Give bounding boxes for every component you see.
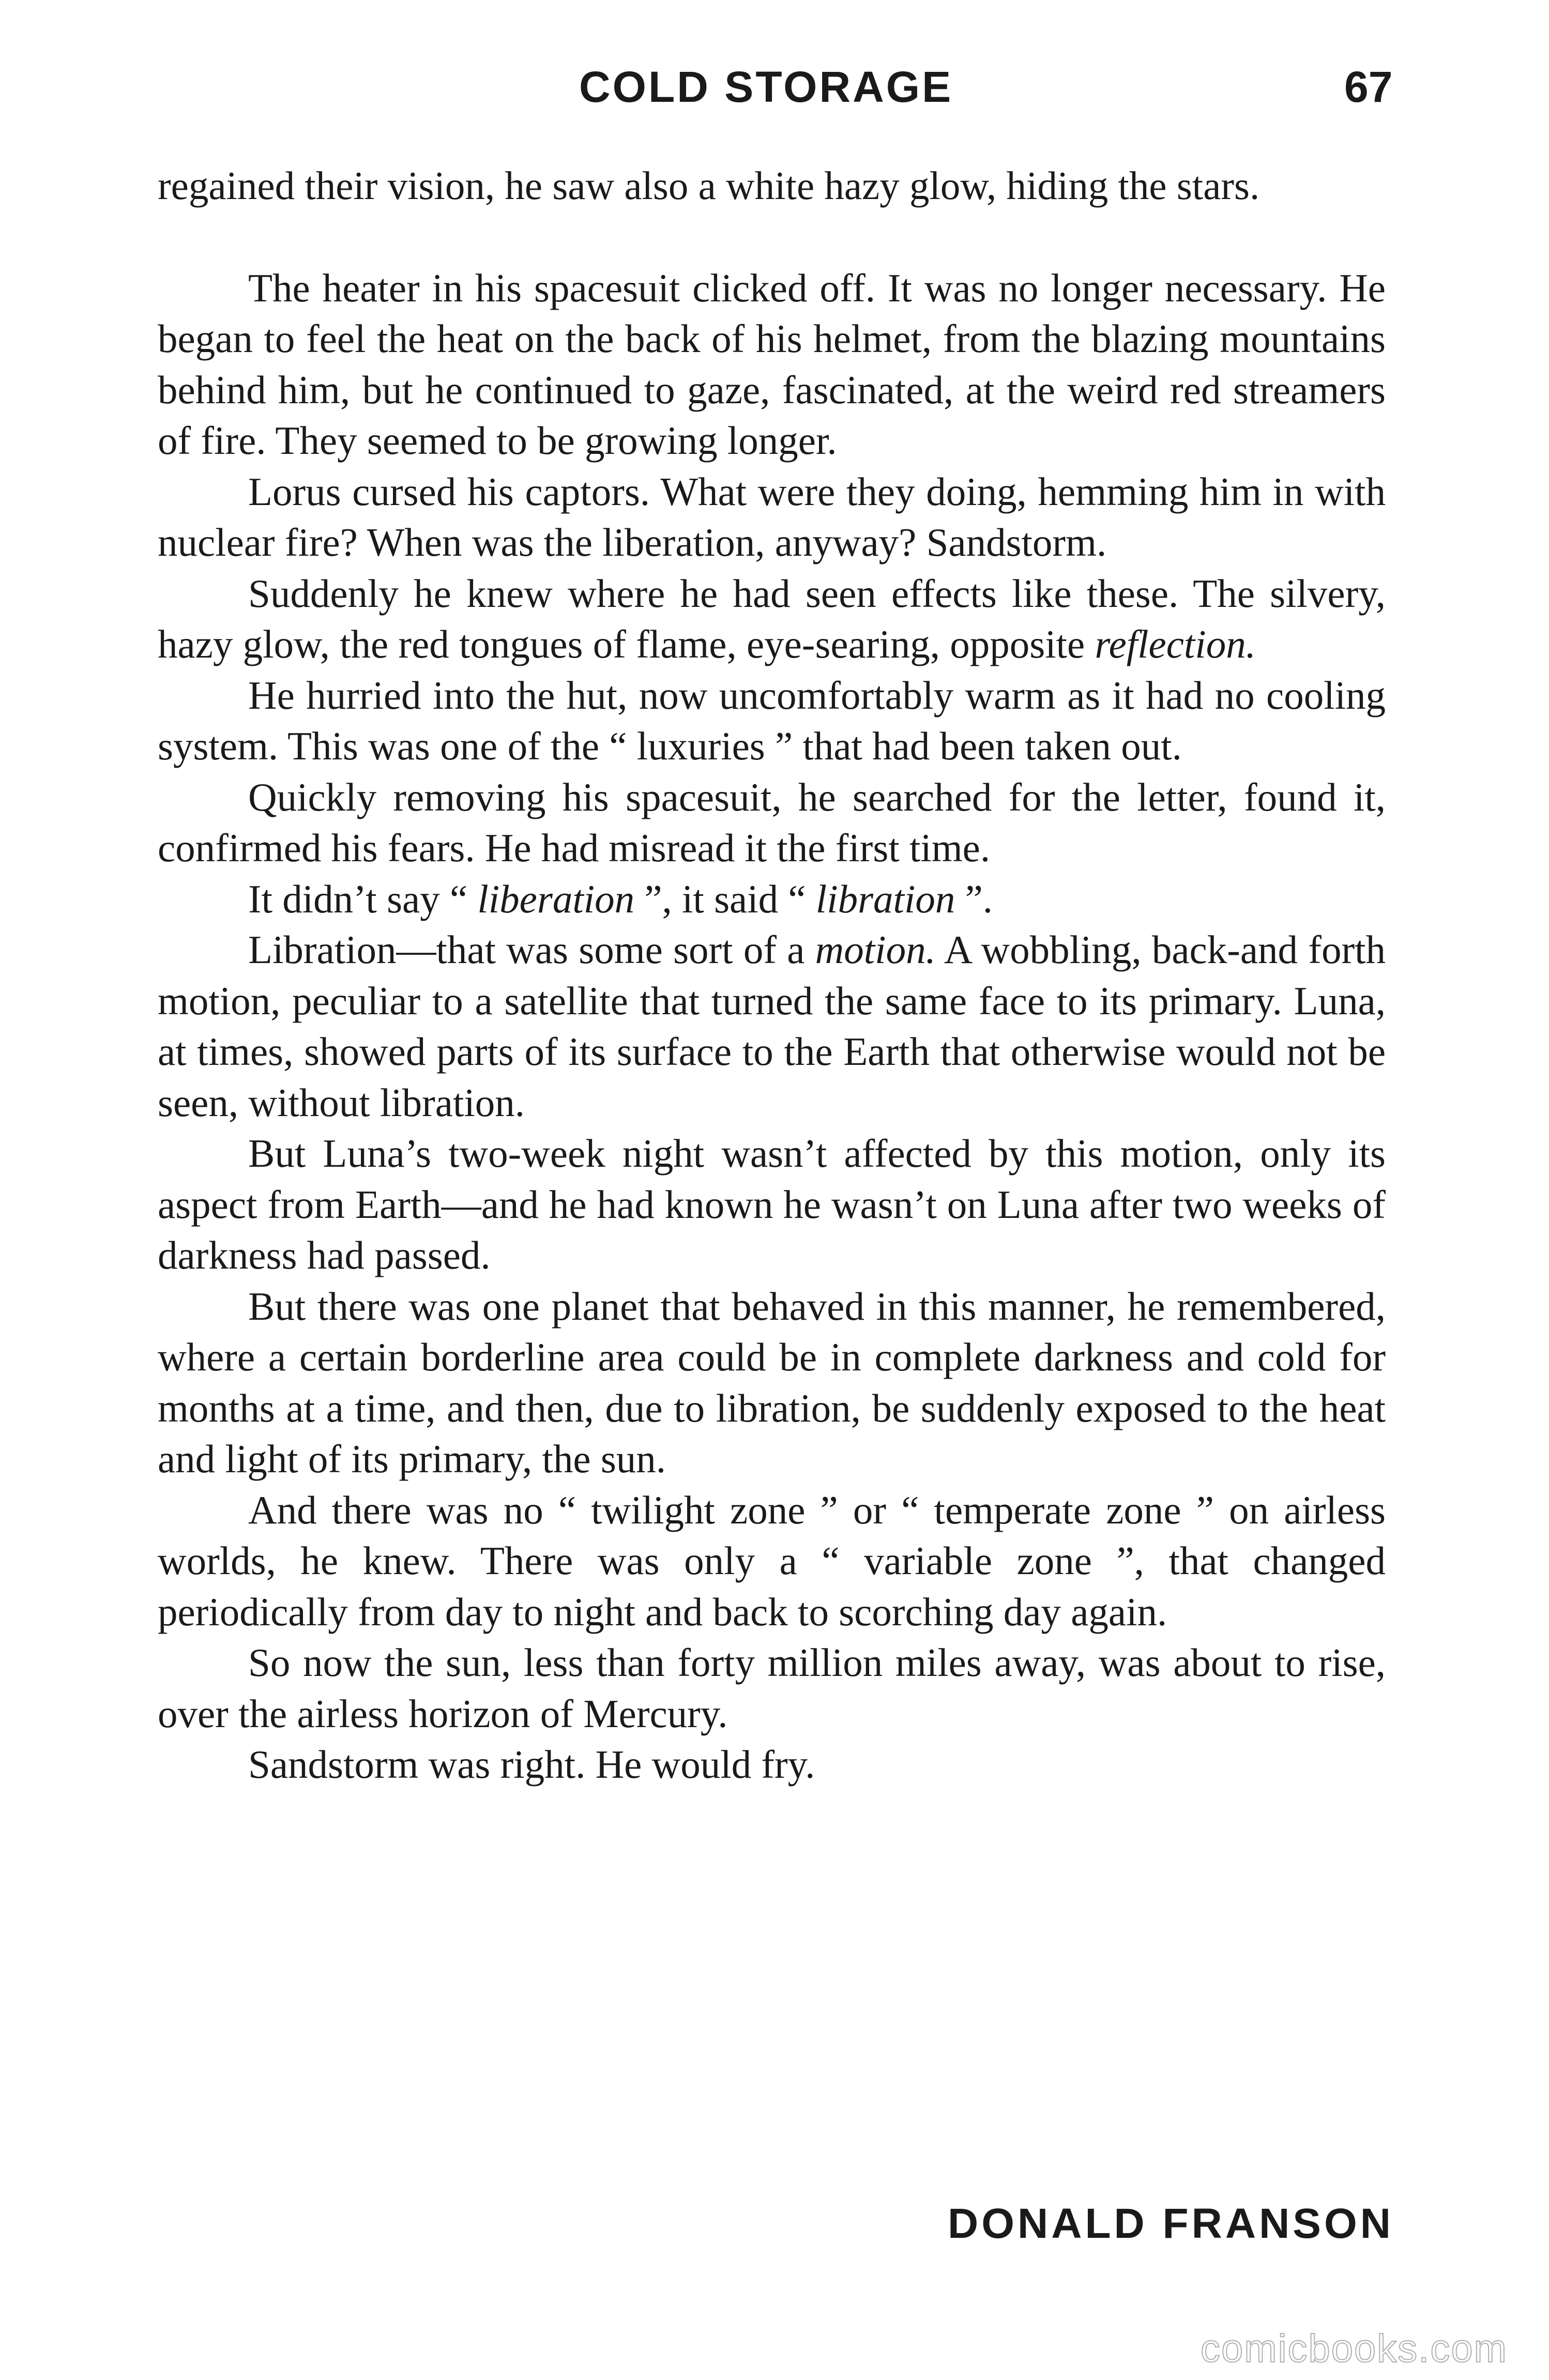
paragraph <box>158 160 1386 211</box>
running-header-title: COLD STORAGE <box>579 63 953 111</box>
watermark: comicbooks.com <box>1201 2327 1508 2371</box>
paragraph <box>158 924 1386 1128</box>
text-run: It didn’t say “ <box>248 876 478 921</box>
text-run: But there was one planet that behaved in this manner, he remembered, where a certain borderline area could be in complete darkness and cold for months at a time, and then, due to libration, be suddenly exposed to the heat and light of its primary, the sun. <box>158 1284 1386 1481</box>
text-run: And there was no “ twilight zone ” or “ temperate zone ” on airless worlds, he knew. There was only a “ variable zone ”, that changed periodically from day to night and back to scorching day again. <box>158 1487 1386 1634</box>
text-run: ”. <box>955 876 993 921</box>
paragraph <box>158 670 1386 772</box>
story-text <box>158 160 1386 1790</box>
paragraph <box>158 1485 1386 1638</box>
text-run: Sandstorm was right. He would fry. <box>248 1742 815 1787</box>
author-byline: DONALD FRANSON <box>948 2200 1394 2247</box>
italic-text: reflection. <box>1095 622 1256 666</box>
page-number: 67 <box>1344 63 1393 111</box>
text-run: ”, it said “ <box>634 876 816 921</box>
text-run: Suddenly he knew where he had seen effects like these. The silvery, hazy glow, the red tongues of flame, eye-searing, opposite <box>158 571 1386 666</box>
paragraph <box>158 568 1386 670</box>
text-run: Quickly removing his spacesuit, he searched for the letter, found it, confirmed his fears. He had misread it the first time. <box>158 774 1386 870</box>
text-run: Lorus cursed his captors. What were they doing, hemming him in with nuclear fire? When was the liberation, anyway? Sandstorm. <box>158 469 1386 565</box>
text-run: But Luna’s two-week night wasn’t affected by this motion, only its aspect from Earth—and he had known he wasn’t on Luna after two weeks of darkness had passed. <box>158 1131 1386 1277</box>
paragraph <box>158 1128 1386 1281</box>
paragraph <box>158 1281 1386 1485</box>
italic-text: motion. <box>815 927 936 972</box>
text-run: Libration—that was some sort of a <box>248 927 815 972</box>
paragraph <box>158 263 1386 466</box>
paragraph <box>158 874 1386 925</box>
text-run: The heater in his spacesuit clicked off. It was no longer necessary. He began to feel the heat on the back of his helmet, from the blazing mountains behind him, but he continued to gaze, fascinated, at the weird red streamers of fire. They seemed to be growing longer. <box>158 265 1386 463</box>
text-run: A wobbling, back-and forth motion, peculiar to a satellite that turned the same face to its primary. Luna, at times, showed parts of its surface to the Earth that otherwise would not be seen, without libration. <box>158 927 1386 1125</box>
paragraph <box>158 1637 1386 1739</box>
paragraph <box>158 1739 1386 1790</box>
paragraph <box>158 466 1386 568</box>
text-run: He hurried into the hut, now uncomfortably warm as it had no cooling system. This was one of the “ luxuries ” that had been taken out. <box>158 673 1386 768</box>
paragraph <box>158 772 1386 874</box>
text-run: regained their vision, he saw also a white hazy glow, hiding the stars. <box>158 163 1260 208</box>
italic-text: liberation <box>477 876 635 921</box>
text-run: So now the sun, less than forty million miles away, was about to rise, over the airless horizon of Mercury. <box>158 1640 1386 1736</box>
italic-text: libration <box>815 876 955 921</box>
